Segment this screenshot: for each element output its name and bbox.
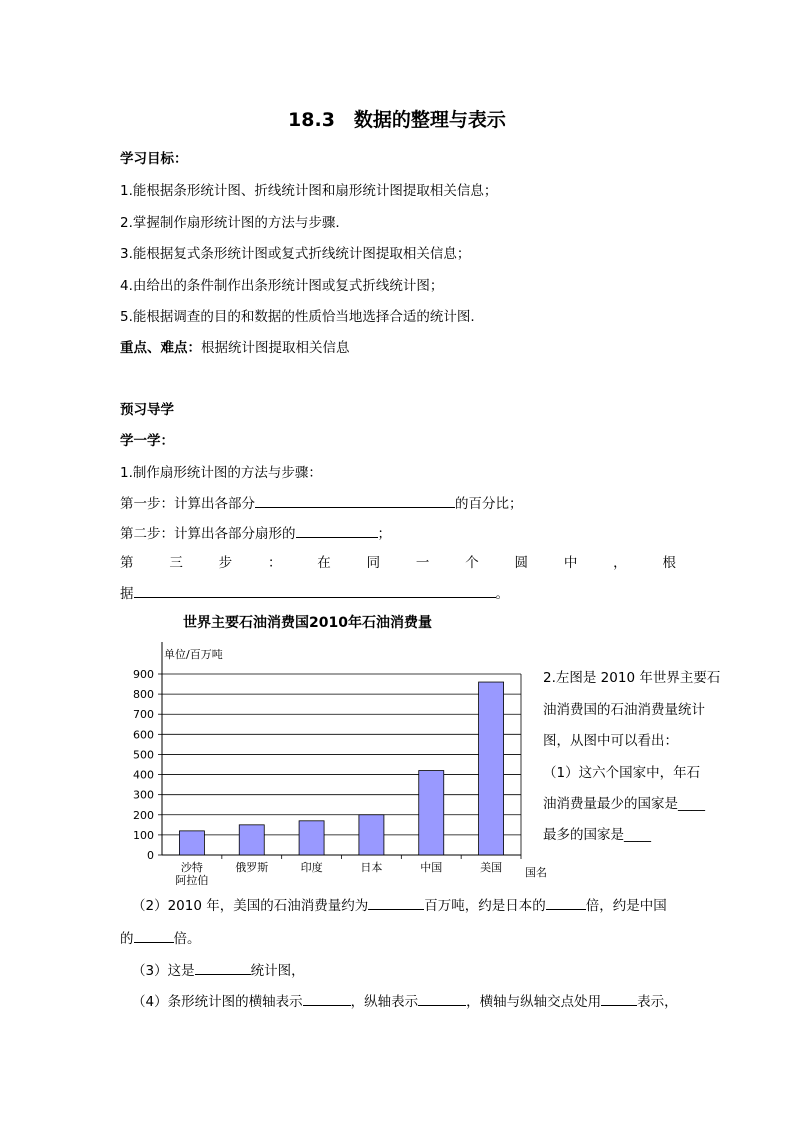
bar: [419, 771, 444, 855]
question-2-continued: [120, 927, 201, 947]
key-points-label: 重点、难点：: [120, 340, 201, 356]
q2-text: 的: [120, 931, 134, 947]
step-1: [120, 492, 523, 512]
question-1: 1.制作扇形统计图的方法与步骤：: [120, 465, 322, 481]
y-axis-unit-label: 单位/百万吨: [164, 648, 223, 661]
q3-text: 统计图，: [250, 963, 305, 979]
q4-text: （4）条形统计图的横轴表示: [132, 994, 303, 1010]
answer-blank[interactable]: [195, 960, 251, 975]
objective-item: 1.能根据条形统计图、折线统计图和扇形统计图提取相关信息；: [120, 183, 498, 199]
side-text-line: （1）这六个国家中，年石: [543, 765, 701, 781]
q2-text: 百万吨，约是日本的: [424, 898, 546, 914]
answer-blank[interactable]: [601, 991, 637, 1006]
y-tick-label: 600: [133, 728, 154, 742]
side-text-line: 2.左图是 2010 年世界主要石: [543, 670, 721, 686]
preview-heading: 预习导学: [120, 402, 174, 418]
objective-item: 3.能根据复式条形统计图或复式折线统计图提取相关信息；: [120, 246, 471, 262]
step-3-char: 同: [366, 555, 381, 571]
step-3-char: 三: [169, 555, 183, 571]
y-tick-label: 400: [133, 768, 154, 782]
step-3-cont-suffix: 。: [495, 586, 509, 602]
bar: [299, 821, 324, 855]
answer-blank[interactable]: [134, 583, 496, 598]
y-tick-label: 200: [133, 808, 154, 822]
side-text-line: 最多的国家是____: [543, 827, 651, 843]
question-3: [132, 959, 305, 979]
step-3-char: 在: [317, 555, 331, 571]
y-tick-label: 100: [133, 828, 154, 842]
answer-blank[interactable]: [255, 493, 455, 508]
bar: [239, 825, 264, 855]
side-text-line: 图，从图中可以看出：: [543, 733, 678, 749]
q2-text: （2）2010 年，美国的石油消费量约为: [132, 898, 369, 914]
x-category-label: 美国: [480, 861, 503, 874]
y-tick-label: 800: [133, 688, 154, 702]
step-1-suffix: 的百分比；: [455, 496, 523, 512]
step-3: [120, 551, 676, 571]
question-2: [132, 894, 667, 914]
step-3-char: 第: [120, 555, 134, 571]
y-tick-label: 300: [133, 788, 154, 802]
question-4: [132, 990, 678, 1010]
step-3-continued: [120, 582, 509, 602]
answer-blank[interactable]: [546, 895, 586, 910]
bar-chart: [118, 630, 558, 885]
step-3-char: 圆: [514, 555, 528, 571]
x-category-label: 中国: [420, 861, 443, 874]
x-category-label: 沙特: [180, 861, 203, 874]
y-tick-label: 500: [133, 748, 154, 762]
objective-item: 5.能根据调查的目的和数据的性质恰当地选择合适的统计图.: [120, 309, 475, 325]
answer-blank[interactable]: [296, 523, 378, 538]
side-text-line: 油消费量最少的国家是____: [543, 796, 705, 812]
y-tick-label: 700: [133, 708, 154, 722]
answer-blank[interactable]: [303, 991, 351, 1006]
x-axis-label: 国名: [525, 866, 547, 879]
answer-blank[interactable]: [134, 928, 174, 943]
bar: [479, 682, 504, 855]
step-3-cont-text: 据: [120, 586, 134, 602]
x-category-label: 日本: [360, 861, 383, 874]
q3-text: （3）这是: [132, 963, 195, 979]
x-category-label: 阿拉伯: [175, 874, 209, 885]
chart-title: 世界主要石油消费国2010年石油消费量: [183, 615, 432, 631]
y-tick-label: 0: [147, 849, 154, 862]
objective-item: 4.由给出的条件制作出条形统计图或复式折线统计图；: [120, 278, 444, 294]
step-3-char: 个: [465, 555, 479, 571]
side-text-line: 油消费国的石油消费量统计: [543, 702, 705, 718]
study-subheading: 学一学：: [120, 433, 174, 449]
key-points-text: 根据统计图提取相关信息: [201, 340, 350, 356]
objective-item: 2.掌握制作扇形统计图的方法与步骤.: [120, 215, 340, 231]
q2-text: 倍。: [173, 931, 201, 947]
step-3-char: 中: [563, 555, 578, 571]
step-3-char: 步: [218, 555, 233, 571]
q4-text: 表示，: [637, 994, 678, 1010]
x-category-label: 印度: [300, 861, 323, 874]
q4-text: ，纵轴表示: [350, 994, 419, 1010]
step-1-text: 第一步：计算出各部分: [120, 496, 255, 512]
step-3-char: ：: [267, 555, 282, 571]
step-2-suffix: ；: [377, 526, 391, 542]
step-2: [120, 522, 391, 542]
y-tick-label: 900: [133, 668, 154, 681]
answer-blank[interactable]: [368, 895, 424, 910]
step-3-char: 一: [415, 555, 430, 571]
objectives-heading: 学习目标：: [120, 151, 188, 167]
step-2-text: 第二步：计算出各部分扇形的: [120, 526, 296, 542]
x-category-label: 俄罗斯: [235, 861, 269, 874]
step-3-char: ，: [613, 555, 627, 571]
answer-blank[interactable]: [418, 991, 466, 1006]
key-points: [120, 336, 350, 356]
bar: [359, 815, 384, 855]
page-title: 18.3 数据的整理与表示: [288, 109, 506, 131]
q2-text: 倍，约是中国: [585, 898, 667, 914]
step-3-char: 根: [662, 555, 676, 571]
q4-text: ，横轴与纵轴交点处用: [466, 994, 602, 1010]
bar: [179, 831, 204, 855]
